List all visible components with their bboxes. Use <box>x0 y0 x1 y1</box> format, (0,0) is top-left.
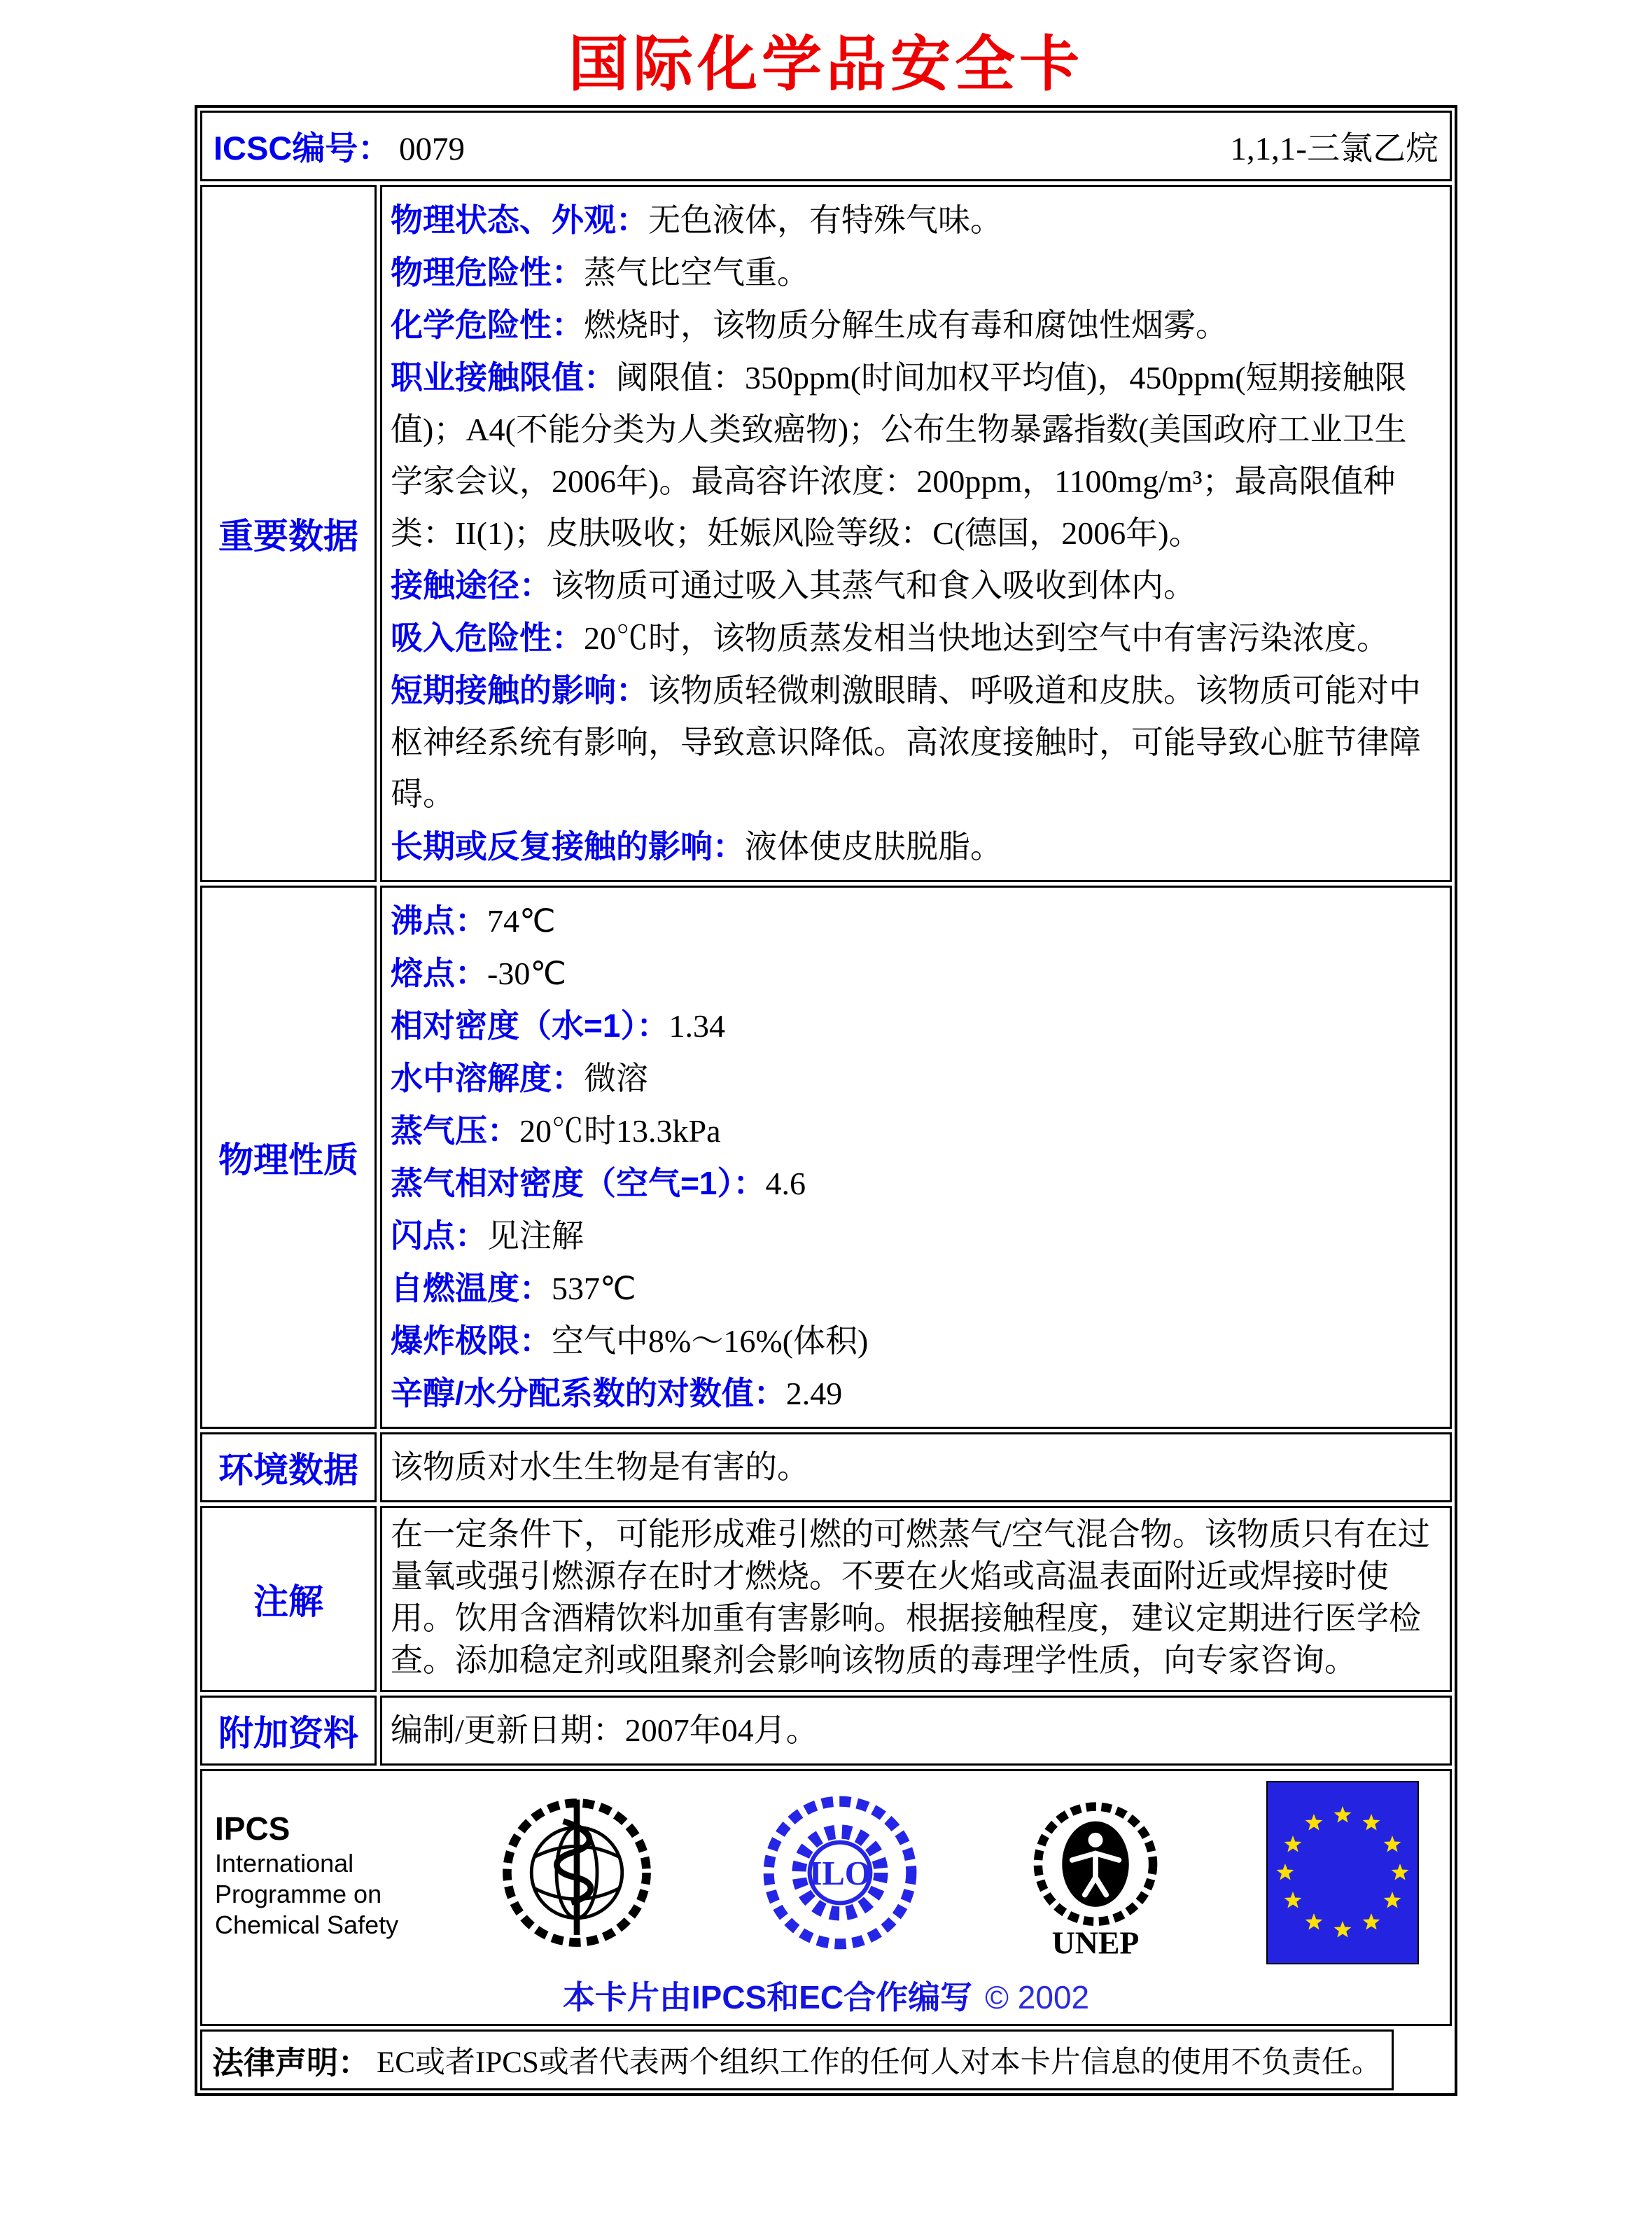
prop-boiling-point <box>391 895 1436 947</box>
item-label: 化学危险性： <box>391 307 584 343</box>
important-item-physical-state <box>391 194 1436 246</box>
section-label-additional-info: 附加资料 <box>200 1696 377 1766</box>
copyright-text: 本卡片由IPCS和EC合作编写 <box>562 1979 973 2015</box>
legal-row <box>200 2029 1452 2090</box>
item-text: 20℃时13.3kPa <box>519 1113 721 1149</box>
item-label: 吸入危险性： <box>391 620 584 656</box>
environmental-data-text: 该物质对水生生物是有害的。 <box>391 1449 809 1485</box>
item-label: 自燃温度： <box>391 1270 552 1306</box>
ipcs-text-block <box>215 1809 398 1941</box>
item-label: 物理状态、外观： <box>391 202 648 238</box>
legal-cell <box>200 2029 1394 2090</box>
ilo-letters: ILO <box>808 1855 872 1893</box>
page-title: 国际化学品安全卡 <box>568 31 1084 98</box>
additional-info-text: 编制/更新日期：2007年04月。 <box>391 1712 818 1748</box>
important-item-exposure-routes <box>391 559 1436 612</box>
important-data-content <box>380 185 1452 882</box>
item-label: 沸点： <box>391 902 487 939</box>
item-text: 4.6 <box>765 1166 806 1201</box>
item-text: 燃烧时，该物质分解生成有毒和腐蚀性烟雾。 <box>584 307 1228 343</box>
important-item-short-term-effects <box>391 664 1436 820</box>
header-row <box>200 111 1452 181</box>
prop-melting-point <box>391 947 1436 1000</box>
item-label: 辛醇/水分配系数的对数值： <box>391 1375 786 1411</box>
item-text: 74℃ <box>487 903 556 939</box>
item-label: 短期接触的影响： <box>391 672 648 708</box>
prop-vapor-relative-density <box>391 1157 1436 1210</box>
prop-explosion-limits <box>391 1315 1436 1367</box>
prop-vapor-pressure <box>391 1105 1436 1157</box>
physical-properties-content <box>380 886 1452 1429</box>
ipcs-line-2: Programme on <box>215 1879 382 1908</box>
notes-content <box>380 1506 1452 1692</box>
copyright-year: © 2002 <box>985 1979 1090 2015</box>
prop-relative-density <box>391 1000 1436 1052</box>
notes-row <box>200 1506 1452 1692</box>
item-text: 液体使皮肤脱脂。 <box>745 829 1002 865</box>
icsc-card <box>195 105 1457 2096</box>
prop-octanol-water-partition <box>391 1367 1436 1420</box>
legal-label: 法律声明： <box>212 2045 370 2081</box>
item-text: 微溶 <box>584 1061 648 1096</box>
additional-info-content <box>380 1696 1452 1766</box>
item-label: 相对密度（水=1）： <box>391 1007 669 1044</box>
ipcs-line-1: International <box>215 1848 354 1878</box>
section-label-environmental-data: 环境数据 <box>200 1432 377 1502</box>
item-label: 闪点： <box>391 1217 487 1254</box>
item-text: 见注解 <box>487 1218 584 1254</box>
important-item-long-term-effects <box>391 820 1436 873</box>
unep-logo-icon <box>1022 1784 1169 1966</box>
chemical-name: 1,1,1-三氯乙烷 <box>1230 131 1438 167</box>
item-text: 2.49 <box>785 1376 843 1411</box>
environmental-data-row <box>200 1432 1452 1502</box>
section-label-physical-properties: 物理性质 <box>200 886 377 1429</box>
important-item-occupational-limits <box>391 351 1436 559</box>
item-text: 空气中8%～16%(体积) <box>552 1323 869 1359</box>
item-text: 20℃时，该物质蒸发相当快地达到空气中有害污染浓度。 <box>584 620 1389 656</box>
ipcs-acronym: IPCS <box>215 1810 290 1847</box>
copyright-line <box>209 1972 1443 2018</box>
who-logo-icon <box>496 1788 658 1961</box>
item-text: 该物质轻微刺激眼睛、呼吸道和皮肤。该物质可能对中枢神经系统有影响，导致意识降低。高浓度接触时，可能导致心脏节律障碍。 <box>391 673 1421 812</box>
item-text: -30℃ <box>487 956 566 991</box>
icsc-number-value: 0079 <box>399 131 465 167</box>
notes-text: 在一定条件下，可能形成难引燃的可燃蒸气/空气混合物。该物质只有在过量氧或强引燃源存在时才燃烧。不要在火焰或高温表面附近或焊接时使用。饮用含酒精饮料加重有害影响。根据接触程度，建议定期进行医学检查。添加稳定剂或阻聚剂会影响该物质的毒理学性质，向专家咨询。 <box>391 1516 1430 1678</box>
item-label: 爆炸极限： <box>391 1322 552 1359</box>
prop-water-solubility <box>391 1052 1436 1105</box>
section-label-important-data: 重要数据 <box>200 185 377 882</box>
item-label: 蒸气相对密度（空气=1）： <box>391 1165 766 1201</box>
item-label: 物理危险性： <box>391 254 584 291</box>
item-text: 蒸气比空气重。 <box>584 255 809 291</box>
important-item-physical-danger <box>391 246 1436 299</box>
icsc-number-label: ICSC编号： <box>214 130 391 167</box>
item-label: 职业接触限值： <box>391 359 616 396</box>
item-label: 熔点： <box>391 955 487 991</box>
ilo-logo-icon <box>755 1788 925 1961</box>
item-text: 无色液体，有特殊气味。 <box>648 202 1002 238</box>
item-text: 1.34 <box>668 1008 725 1044</box>
item-text: 阈限值：350ppm(时间加权平均值)，450ppm(短期接触限值)；A4(不能分类为人类致癌物)；公布生物暴露指数(美国政府工业卫生学家会议，2006年)。最高容许浓度：200ppm，1100mg/m³；最高限值种类：II(1)；皮肤吸收；妊娠风险等级：C(德国，2006年)。 <box>391 360 1407 551</box>
ipcs-line-3: Chemical Safety <box>215 1910 399 1939</box>
prop-autoignition-temperature <box>391 1262 1436 1315</box>
unep-letters: UNEP <box>1051 1924 1140 1961</box>
logos-row <box>200 1769 1452 2026</box>
prop-flash-point <box>391 1210 1436 1262</box>
environmental-data-content <box>380 1432 1452 1502</box>
item-label: 长期或反复接触的影响： <box>391 828 745 865</box>
logos-strip <box>209 1781 1443 1968</box>
item-label: 接触途径： <box>391 567 552 603</box>
legal-text: EC或者IPCS或者代表两个组织工作的任何人对本卡片信息的使用不负责任。 <box>377 2046 1382 2079</box>
icsc-number-group <box>214 123 465 169</box>
item-label: 水中溶解度： <box>391 1060 584 1096</box>
eu-flag-icon <box>1266 1781 1419 1968</box>
physical-properties-row <box>200 886 1452 1429</box>
important-item-inhalation-risk <box>391 612 1436 664</box>
important-item-chemical-danger <box>391 299 1436 351</box>
item-label: 蒸气压： <box>391 1112 519 1149</box>
important-data-row <box>200 185 1452 882</box>
logos-cell <box>200 1769 1452 2026</box>
header-cell <box>200 111 1452 181</box>
item-text: 该物质可通过吸入其蒸气和食入吸收到体内。 <box>552 568 1196 603</box>
additional-info-row <box>200 1696 1452 1766</box>
section-label-notes: 注解 <box>200 1506 377 1692</box>
item-text: 537℃ <box>552 1271 636 1306</box>
